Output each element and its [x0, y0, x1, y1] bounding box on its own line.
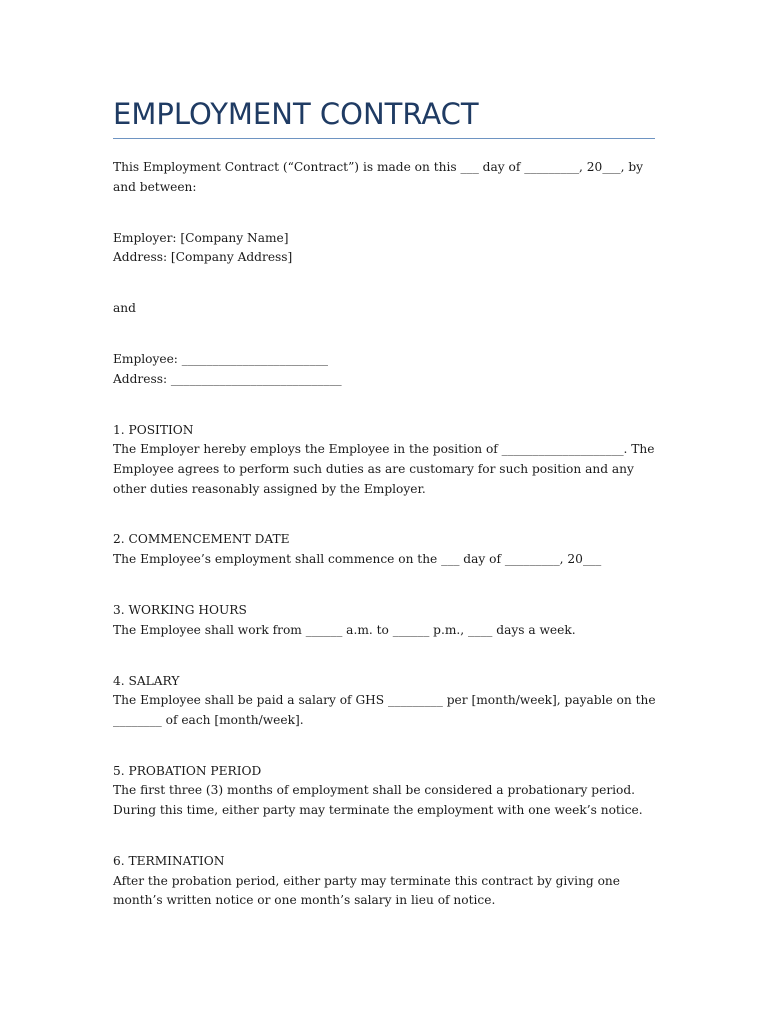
section-heading: 2. COMMENCEMENT DATE — [113, 532, 290, 547]
section-text: After the probation period, either party may terminate this contract by giving one month’s written notice or one month’s salary in lieu of notice. — [113, 873, 620, 908]
section-probation-period — [113, 762, 658, 821]
document-title: EMPLOYMENT CONTRACT — [113, 97, 479, 131]
section-position — [113, 421, 658, 499]
section-heading: 1. POSITION — [113, 422, 194, 437]
intro-paragraph: This Employment Contract (“Contract”) is made on this ___ day of _________, 20___, by and between: — [113, 160, 644, 194]
section-text: The Employee shall be paid a salary of GHS _________ per [month/week], payable on the ________ of each [month/week]. — [113, 693, 656, 727]
section-heading: 4. SALARY — [113, 673, 180, 688]
section-heading: 5. PROBATION PERIOD — [113, 763, 262, 778]
employer-name-line: Employer: [Company Name] — [113, 230, 289, 245]
document-body — [113, 158, 658, 942]
section-heading: 6. TERMINATION — [113, 853, 225, 868]
section-text: The Employee shall work from ______ a.m. to ______ p.m., ____ days a week. — [113, 622, 576, 637]
employee-block — [113, 350, 658, 389]
section-text: The first three (3) months of employment shall be considered a probationary period. During this time, either party may terminate the employment with one week’s notice. — [113, 783, 643, 817]
section-commencement-date — [113, 530, 658, 569]
and-separator: and — [113, 301, 136, 316]
section-text: The Employer hereby employs the Employee in the position of ____________________. The Employee agrees to perform such duties as are customary for such position and any other duties reasonably assigned by the Employer. — [113, 442, 655, 496]
title-divider — [113, 138, 655, 139]
section-text: The Employee’s employment shall commence on the ___ day of _________, 20___ — [113, 552, 602, 567]
employee-address-line: Address: ____________________________ — [113, 371, 342, 386]
employer-block — [113, 229, 658, 268]
section-termination — [113, 852, 658, 911]
section-heading: 3. WORKING HOURS — [113, 603, 247, 618]
employee-name-line: Employee: ________________________ — [113, 352, 329, 367]
employer-address-line: Address: [Company Address] — [113, 250, 293, 265]
section-working-hours — [113, 601, 658, 640]
section-salary — [113, 672, 658, 731]
